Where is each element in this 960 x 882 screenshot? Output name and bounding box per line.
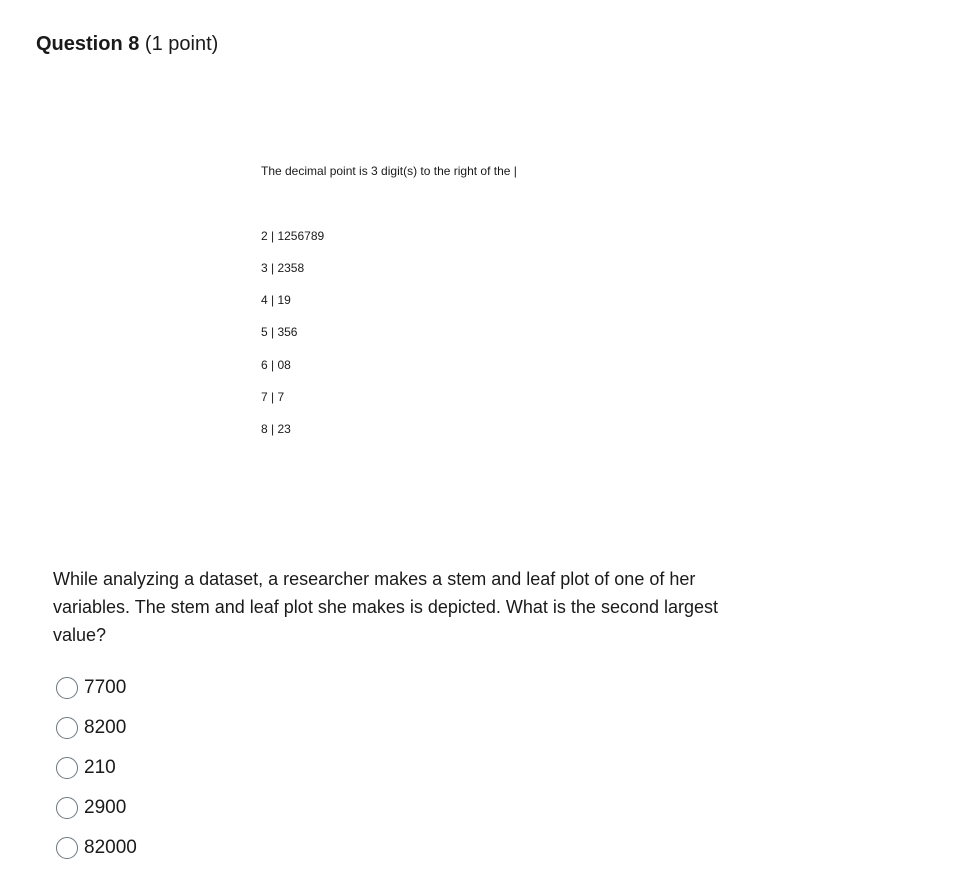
stem-leaf-plot — [261, 0, 661, 460]
radio-button[interactable] — [56, 677, 78, 699]
radio-button[interactable] — [56, 717, 78, 739]
stem-leaf-row: 3 | 2358 — [261, 261, 305, 275]
question-prompt: While analyzing a dataset, a researcher makes a stem and leaf plot of one of her variables. The stem and leaf plot she makes is depicted. What is the second largest value? — [53, 569, 719, 645]
answer-choice-8200[interactable] — [56, 714, 126, 742]
stem-leaf-row: 5 | 356 — [261, 325, 298, 339]
question-title: Question 8 — [36, 33, 140, 55]
question-points: (1 point) — [144, 33, 219, 55]
radio-button[interactable] — [56, 837, 78, 859]
answer-choice-7700[interactable] — [56, 674, 126, 702]
stem-leaf-row: 6 | 08 — [261, 358, 291, 372]
stem-leaf-row: 4 | 19 — [261, 293, 291, 307]
answer-choice-82000[interactable] — [56, 834, 137, 862]
answer-choice-label: 210 — [84, 757, 116, 778]
stem-leaf-note: The decimal point is 3 digit(s) to the right of the | — [261, 164, 517, 178]
stem-leaf-row: 2 | 1256789 — [261, 229, 325, 243]
question-header — [36, 32, 218, 56]
answer-choice-label: 82000 — [84, 837, 137, 858]
answer-choice-label: 7700 — [84, 677, 127, 698]
answer-choice-label: 2900 — [84, 797, 127, 818]
radio-button[interactable] — [56, 797, 78, 819]
stem-leaf-row: 7 | 7 — [261, 390, 285, 404]
answer-choice-2900[interactable] — [56, 794, 126, 822]
answer-choice-label: 8200 — [84, 717, 127, 738]
answer-choice-210[interactable] — [56, 754, 116, 782]
radio-button[interactable] — [56, 757, 78, 779]
stem-leaf-row: 8 | 23 — [261, 422, 291, 436]
